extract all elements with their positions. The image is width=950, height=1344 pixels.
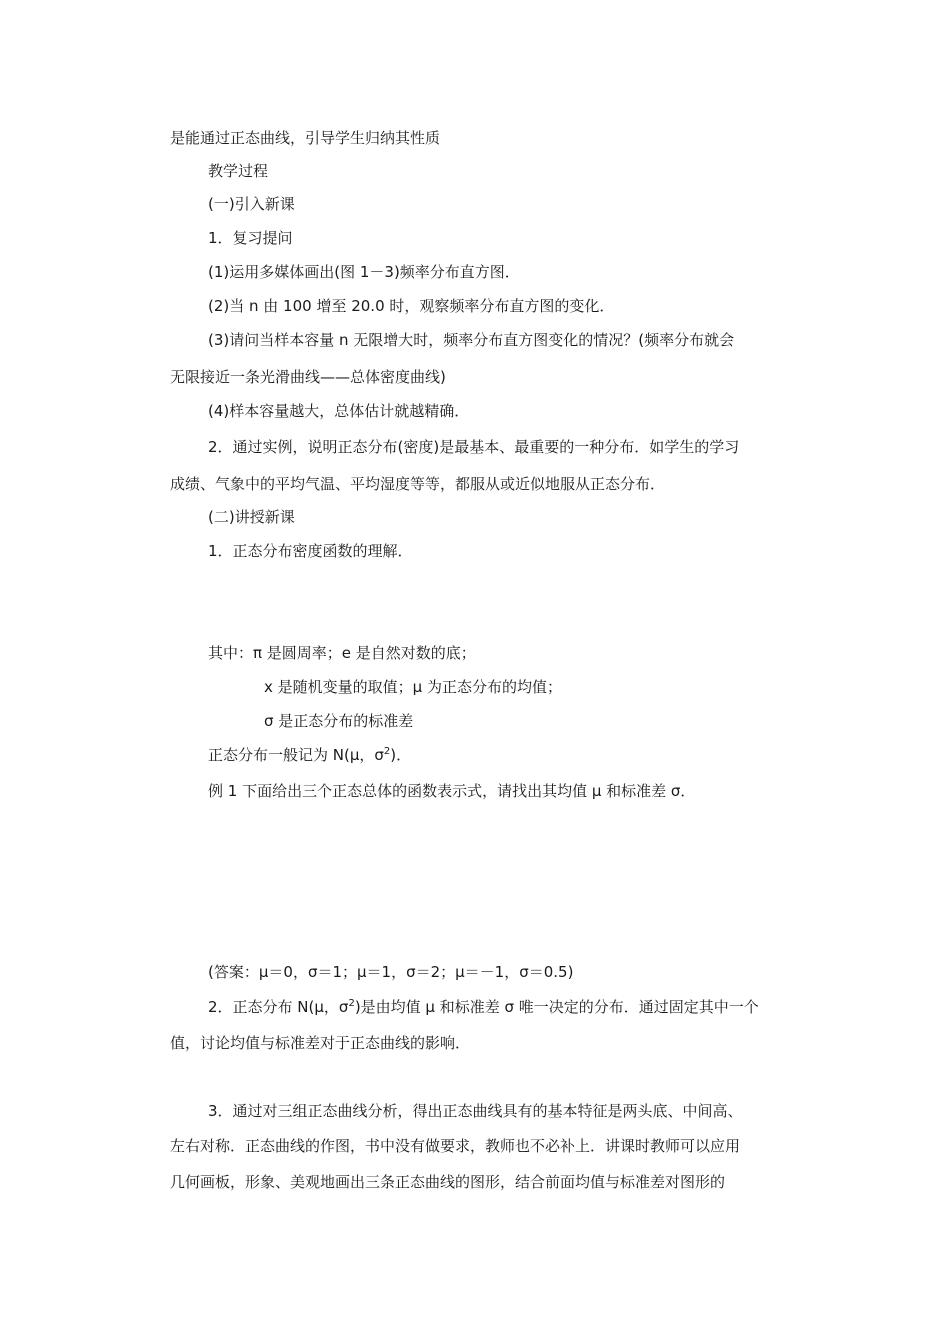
item2-superscript: 2: [348, 998, 355, 1009]
text-line: 无限接近一条光滑曲线——总体密度曲线): [170, 368, 446, 386]
text-line: σ 是正态分布的标准差: [264, 712, 414, 730]
subsection-heading: (二)讲授新课: [208, 508, 295, 526]
text-line: 其中：π 是圆周率；e 是自然对数的底；: [208, 644, 476, 662]
text-line: 3．通过对三组正态曲线分析，得出正态曲线具有的基本特征是两头底、中间高、: [208, 1102, 743, 1120]
text-line: (3)请问当样本容量 n 无限增大时，频率分布直方图变化的情况？(频率分布就会: [208, 331, 735, 349]
notation-superscript: 2: [383, 746, 391, 757]
text-line: 1．正态分布密度函数的理解．: [208, 542, 413, 560]
answer-line: (答案：μ＝0，σ＝1；μ＝1，σ＝2；μ＝－1，σ＝0.5): [208, 963, 574, 981]
text-line: 是能通过正态曲线，引导学生归纳其性质: [170, 129, 441, 147]
text-line: 左右对称．正态曲线的作图，书中没有做要求，教师也不必补上．讲课时教师可以应用: [170, 1137, 741, 1155]
item2-suffix: )是由均值 μ 和标准差 σ 唯一决定的分布．通过固定其中一个: [354, 998, 759, 1016]
text-line: 值，讨论均值与标准差对于正态曲线的影响．: [170, 1034, 471, 1052]
item2-prefix: 2．正态分布 N(μ，σ: [208, 998, 349, 1016]
text-line: 1．复习提问: [208, 229, 293, 247]
text-line: [208, 997, 759, 1017]
text-line: 2．通过实例，说明正态分布(密度)是最基本、最重要的一种分布．如学生的学习: [208, 438, 740, 456]
subsection-heading: (一)引入新课: [208, 195, 295, 213]
notation-line: [208, 745, 411, 765]
text-line: (1)运用多媒体画出(图 1－3)频率分布直方图．: [208, 263, 520, 281]
text-line: 成绩、气象中的平均气温、平均湿度等等，都服从或近似地服从正态分布．: [170, 475, 666, 493]
notation-prefix: 正态分布一般记为 N(μ，σ: [208, 746, 384, 764]
text-line: (4)样本容量越大，总体估计就越精确．: [208, 402, 470, 420]
text-line: x 是随机变量的取值；μ 为正态分布的均值；: [264, 678, 562, 696]
text-line: 几何画板，形象、美观地画出三条正态曲线的图形，结合前面均值与标准差对图形的: [170, 1173, 726, 1191]
example-line: 例 1 下面给出三个正态总体的函数表示式，请找出其均值 μ 和标准差 σ．: [208, 782, 696, 800]
notation-suffix: )．: [390, 746, 412, 764]
text-line: (2)当 n 由 100 增至 20.0 时，观察频率分布直方图的变化．: [208, 297, 615, 315]
section-heading: 教学过程: [208, 162, 269, 180]
